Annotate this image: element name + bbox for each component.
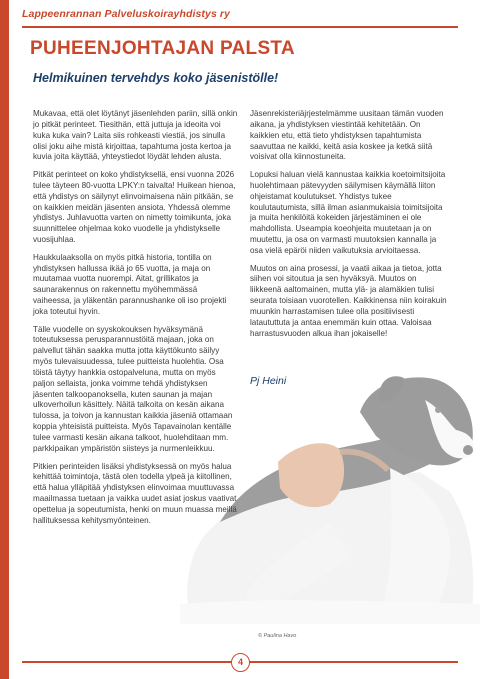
signature: Pj Heini bbox=[250, 375, 287, 387]
page-number: 4 bbox=[231, 653, 250, 672]
organization-name: Lappeenrannan Palveluskoirayhdistys ry bbox=[22, 8, 231, 20]
paragraph: Lopuksi haluan vielä kannustaa kaikkia koetoimitsijoita huolehtimaan pätevyyden säilymisen käymällä liiton ohjeistamat koulutukset. Yhdistys tukee koulutautumista, sillä ilman asianmukaisia toimitsijoita ja muita henkilöitä kokeiden järjestäminen ei ole mahdollista. Useampia koeohjeita muutetaan ja on muutettu, ja osa on varmasti muutoksien kannalla ja osa vielä epäröi niiden vaikutuksia arvioitaessa. bbox=[250, 170, 446, 255]
paragraph: Tälle vuodelle on syyskokouksen hyväksymänä toteutuksessa perusparannustöitä majaan, joka on palvellut tähän saakka mutta jotta käyttökunto säilyy myös tulevaisuudessa, tulee puitteista huolehtia. Osa töistä täytyy hankkia ostopalveluna, mutta on myös paljon sellaista, jonka voimme tehdä yhdistyksen jäsenten talkoopanoksella, kuten saunan ja majan ulkoverhoilun käsittely. Näitä talkoita on kesän aikana tulossa, ja toivon ja kannustan kaikkia jäseniä ottamaan koppia yhteisistä puitteista. Myös Tapavainolan kentälle tulee varmasti kesän aikana talkoot, huolehditaan mm. parkkipaikan ympäristön siisteys ja nurmenleikkuu. bbox=[33, 324, 233, 453]
paragraph: Pitkät perinteet on koko yhdistyksellä, ensi vuonna 2026 tulee täyteen 80-vuotta LPKY:n taivalta! Huikean hienoa, että yhdistys on säilynyt elinvoimaisena näin pitkään, se on kaikkien meidän jäsenten ansiota. Yhdessä olemme yhdistys. Juhlavuotta varten on nimetty toimikunta, joka suunnittelee ohjelmaa koko vuodelle ja yhdistykselle vuosijuhlaa. bbox=[33, 170, 236, 245]
page-title: PUHEENJOHTAJAN PALSTA bbox=[30, 38, 295, 59]
page-subtitle: Helmikuinen tervehdys koko jäsenistölle! bbox=[33, 71, 279, 85]
left-column bbox=[33, 109, 238, 533]
paragraph: Pitkien perinteiden lisäksi yhdistyksessä on myös halua kehittää toimintoja, tästä olen todella ylpeä ja kiitollinen, että halua ylläpitää yhdistyksen elinvoimaa muuttuvassa maailmassa tuetaan ja vaikka uudet asiat joskus vaativat opettelua ja sopeutumista, henki on muun muassa meillä hallituksessa kehitysmyönteinen. bbox=[33, 461, 237, 525]
photo-credit: © Paulina Havo bbox=[258, 633, 297, 639]
header-divider bbox=[22, 26, 458, 28]
left-accent-bar bbox=[0, 0, 9, 679]
right-column bbox=[250, 109, 450, 346]
paragraph: Mukavaa, että olet löytänyt jäsenlehden pariin, sillä onkin jo pitkät perinteet. Tiesithän, että juttuja ja ideoita voi kuka kuka vain? Laita siis rohkeasti viestiä, jos sinulla olisi joku aihe mistä kirjoittaa, tapahtuma josta kertoa ja kuvia joita käyttää, yhteystiedot löydät lehden alusta. bbox=[33, 109, 238, 162]
paragraph: Jäsenrekisteriäjrjestelmämme uusitaan tämän vuoden aikana, ja yhdistyksen viestintää kehitetään. On kaikkien etu, että tieto yhdistyksen tapahtumista saavuttaa ne kaikki, keitä asia koskee ja ketkä siitä voisivat olla kiinnostuneita. bbox=[250, 109, 444, 162]
paragraph: Haukkulaaksolla on myös pitkä historia, tontilla on yhdistyksen hallussa ikää jo 65 vuotta, ja maja on muutamaa vuotta nuorempi. Aitat, grillikatos ja saunarakennus on rakennettu myöhemmässä vaiheessa, ja yläkentän parannushanke oli iso projekti joka toteutui hyvin. bbox=[33, 252, 227, 316]
paragraph: Muutos on aina prosessi, ja vaatii aikaa ja tietoa, jotta siihen voi sitoutua ja sen hyväksyä. Muutos on liikkeenä aaltomainen, mutta ylä- ja alamäkien tulisi seurata toisiaan vuorotellen. Kaikkinensa niin koirakuin muunkin harrastamisen tulee olla positiivisesti lataututtuta ja antaa enemmän kuin ottaa. Valoisaa harrastusvuoden alkua ihan jokaiselle! bbox=[250, 263, 447, 338]
